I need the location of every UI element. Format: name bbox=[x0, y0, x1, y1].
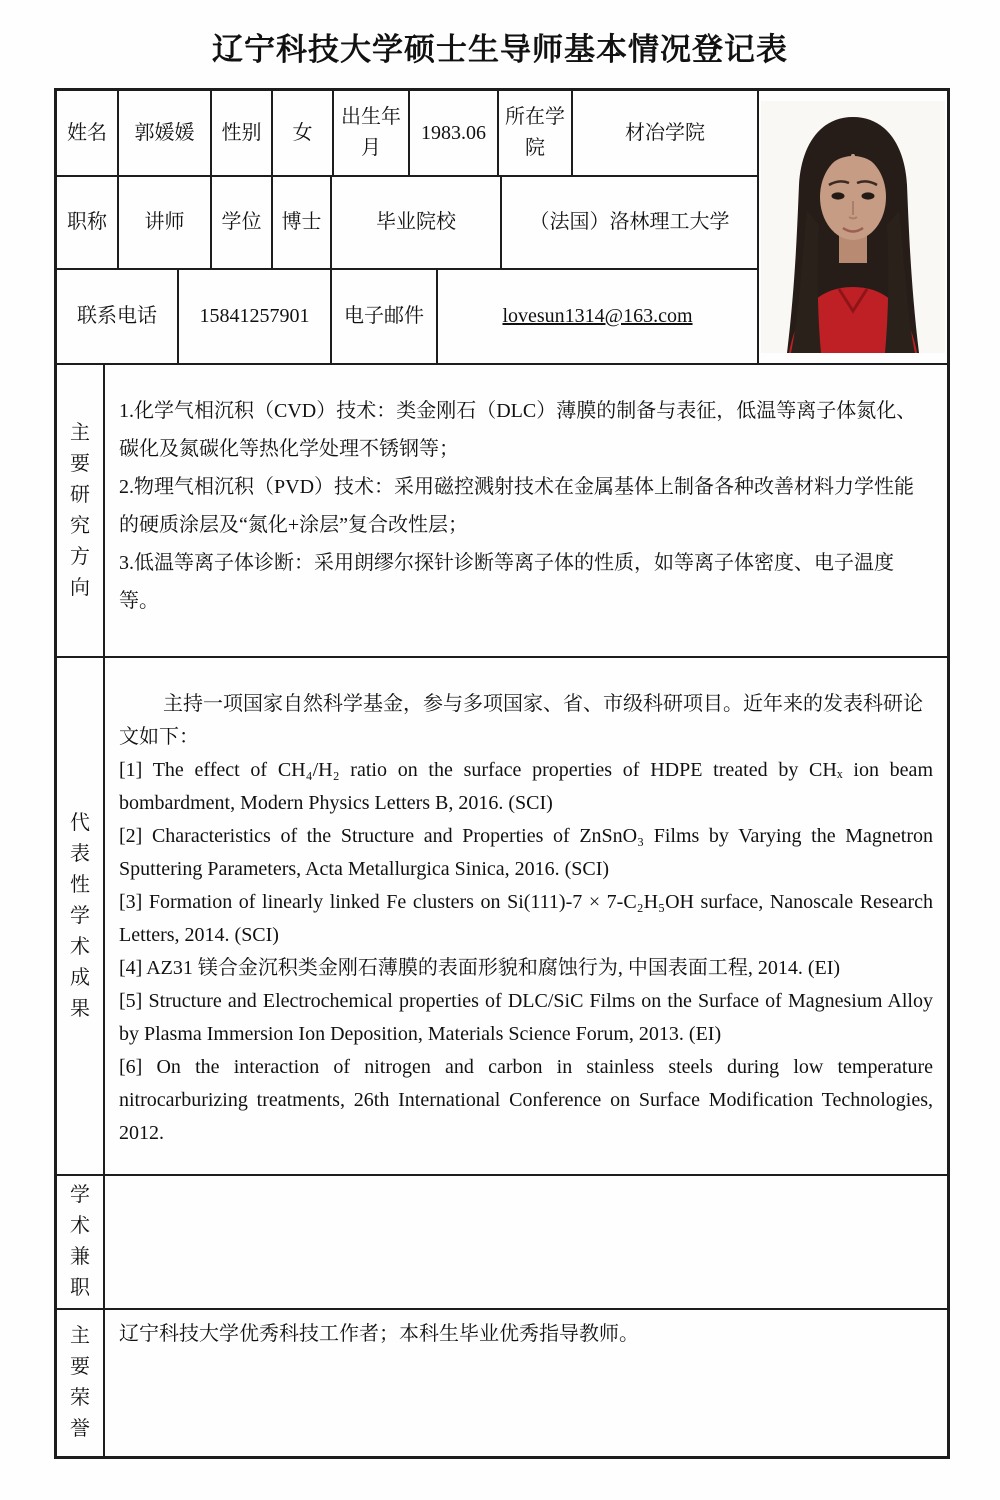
college-value: 材冶学院 bbox=[573, 91, 759, 175]
degree-value: 博士 bbox=[273, 177, 332, 268]
achievements-content bbox=[105, 658, 947, 1174]
school-value: （法国）洛林理工大学 bbox=[502, 177, 759, 268]
table-row bbox=[57, 270, 759, 363]
email-link[interactable]: lovesun1314@163.com bbox=[502, 305, 693, 327]
registration-form-table bbox=[54, 88, 950, 1459]
photo-cell bbox=[759, 91, 947, 363]
school-label: 毕业院校 bbox=[332, 177, 502, 268]
honors-content bbox=[105, 1310, 947, 1456]
job-title-value: 讲师 bbox=[119, 177, 212, 268]
basic-info-grid bbox=[57, 91, 759, 363]
college-label: 所在学院 bbox=[499, 91, 573, 175]
achievements-label: 代表性学术成果 bbox=[57, 658, 105, 1174]
positions-section bbox=[57, 1176, 947, 1310]
positions-content bbox=[105, 1176, 947, 1308]
achievements-section bbox=[57, 658, 947, 1176]
publication-item: [6] On the interaction of nitrogen and carbon in stainless steels during low temperature nitrocarburizing treatments, 26th International Conference on Surface Modification Technologies, 2012. bbox=[119, 1056, 933, 1144]
publication-item: [4] AZ31 镁合金沉积类金刚石薄膜的表面形貌和腐蚀行为, 中国表面工程, 2014. (EI) bbox=[119, 957, 841, 979]
research-item: 3.低温等离子体诊断：采用朗缪尔探针诊断等离子体的性质，如等离子体密度、电子温度等。 bbox=[119, 551, 894, 612]
email-cell bbox=[438, 270, 759, 363]
research-section bbox=[57, 365, 947, 658]
positions-label: 学术兼职 bbox=[57, 1176, 105, 1308]
table-row bbox=[57, 177, 759, 270]
honors-label: 主要荣誉 bbox=[57, 1310, 105, 1456]
phone-label: 联系电话 bbox=[57, 270, 179, 363]
gender-label: 性别 bbox=[212, 91, 273, 175]
table-row bbox=[57, 91, 759, 177]
gender-value: 女 bbox=[273, 91, 334, 175]
name-value: 郭媛媛 bbox=[119, 91, 212, 175]
phone-value: 15841257901 bbox=[179, 270, 332, 363]
honors-section bbox=[57, 1310, 947, 1456]
publication-item: [5] Structure and Electrochemical properties of DLC/SiC Films on the Surface of Magnesium Alloy by Plasma Immersion Ion Deposition, Materials Science Forum, 2013. (EI) bbox=[119, 990, 933, 1045]
achievements-intro: 主持一项国家自然科学基金，参与多项国家、省、市级科研项目。近年来的发表科研论文如下： bbox=[119, 693, 923, 748]
job-title-label: 职称 bbox=[57, 177, 119, 268]
research-item: 2.物理气相沉积（PVD）技术：采用磁控溅射技术在金属基体上制备各种改善材料力学性能的硬质涂层及“氮化+涂层”复合改性层； bbox=[119, 475, 915, 536]
basic-info-block bbox=[57, 91, 947, 365]
honors-text: 辽宁科技大学优秀科技工作者；本科生毕业优秀指导教师。 bbox=[119, 1323, 639, 1345]
page-title: 辽宁科技大学硕士生导师基本情况登记表 bbox=[212, 32, 788, 67]
publication-item: [2] Characteristics of the Structure and Properties of ZnSnO₃ Films by Varying the Magnetron Sputtering Parameters, Acta Metallurgica Sinica, 2016. (SCI) bbox=[119, 825, 933, 880]
degree-label: 学位 bbox=[212, 177, 273, 268]
research-content bbox=[105, 365, 947, 656]
portrait-photo bbox=[761, 101, 945, 353]
birth-value: 1983.06 bbox=[410, 91, 499, 175]
publication-item: [1] The effect of CH₄/H₂ ratio on the surface properties of HDPE treated by CHₓ ion beam bombardment, Modern Physics Letters B, 2016. (SCI) bbox=[119, 759, 933, 814]
research-item: 1.化学气相沉积（CVD）技术：类金刚石（DLC）薄膜的制备与表征，低温等离子体氮化、碳化及氮碳化等热化学处理不锈钢等； bbox=[119, 399, 917, 460]
name-label: 姓名 bbox=[57, 91, 119, 175]
email-label: 电子邮件 bbox=[332, 270, 438, 363]
research-label: 主要研究方向 bbox=[57, 365, 105, 656]
birth-label: 出生年月 bbox=[334, 91, 410, 175]
publication-item: [3] Formation of linearly linked Fe clusters on Si(111)-7 × 7-C₂H₅OH surface, Nanoscale Research Letters, 2014. (SCI) bbox=[119, 891, 933, 946]
